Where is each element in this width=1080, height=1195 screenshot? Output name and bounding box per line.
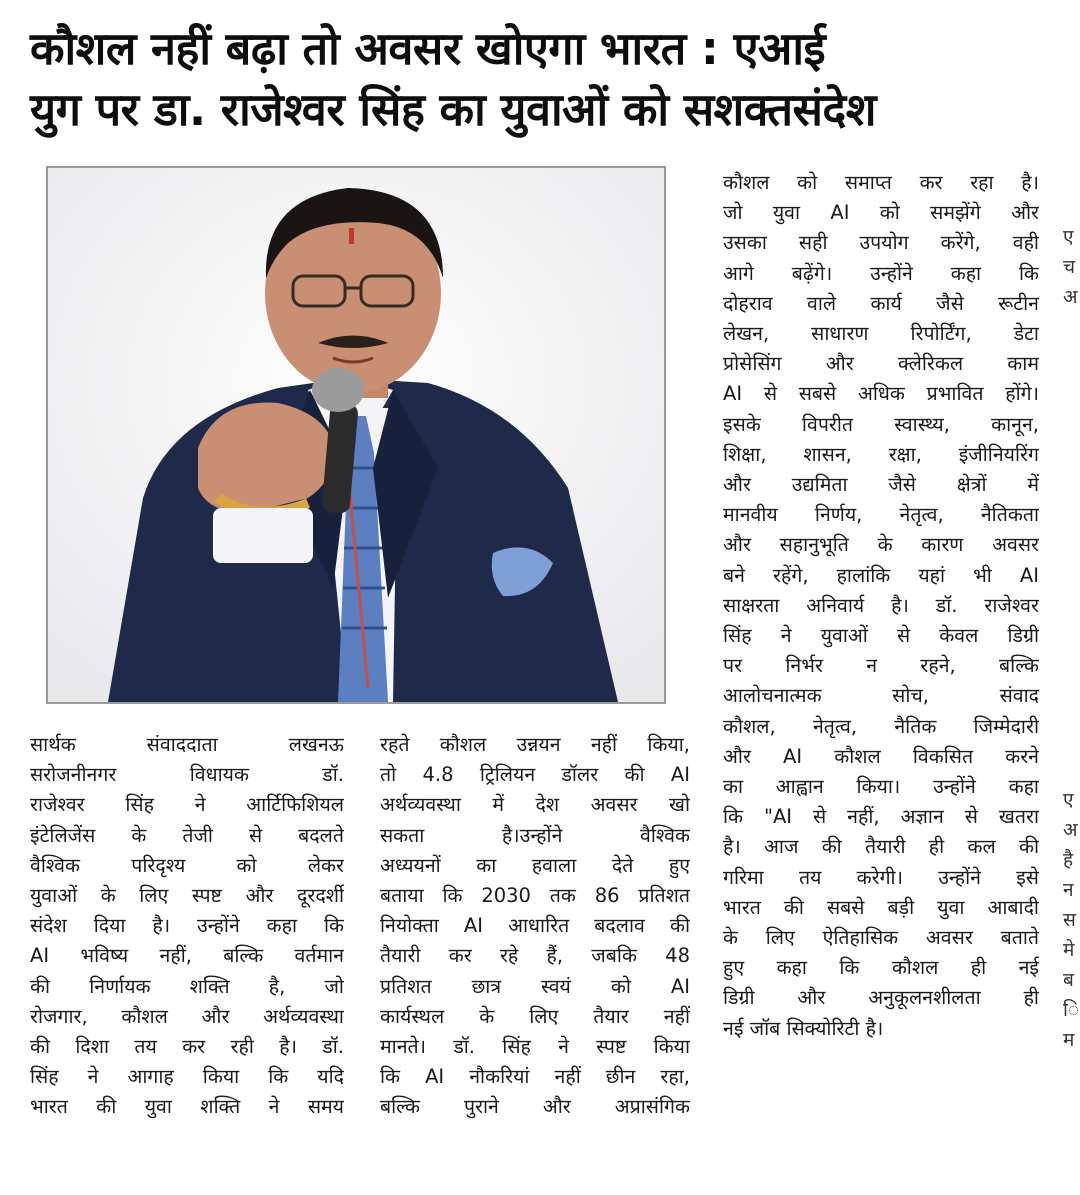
fragment-glyph: ि (1063, 999, 1080, 1021)
article-column-3 (723, 168, 1039, 1044)
text-line: कार्यस्थल के लिए तैयार नहीं (380, 1004, 690, 1028)
text-line: प्रोसेसिंग और क्लेरिकल काम (723, 352, 1039, 376)
fragment-glyph: ब (1063, 969, 1074, 991)
text-line: प्रतिशत छात्र स्वयं को AI (380, 974, 690, 998)
text-line: जो युवा AI को समझेंगे और (723, 201, 1039, 225)
text-line: संदेश दिया है। उन्होंने कहा कि (30, 914, 344, 938)
text-line: और AI कौशल विकसित करने (723, 744, 1039, 768)
adjacent-article-fragment-bottom (1063, 785, 1080, 1055)
microphone-head (312, 368, 364, 412)
text-line: मानवीय निर्णय, नेतृत्व, नैतिकता (723, 503, 1039, 527)
fragment-glyph: ए (1063, 789, 1074, 811)
fragment-glyph: च (1063, 256, 1076, 278)
text-line: इंटेलिजेंस के तेजी से बदलते (30, 823, 344, 847)
text-line: भारत की सबसे बड़ी युवा आबादी (723, 895, 1039, 919)
text-line: और उद्यमिता जैसे क्षेत्रों में (723, 473, 1039, 497)
text-line: की निर्णायक शक्ति है, जो (30, 974, 344, 998)
article-column-1 (30, 730, 344, 1123)
text-line: नियोक्ता AI आधारित बदलाव की (380, 914, 690, 938)
text-line: सिंह ने आगाह किया कि यदि (30, 1065, 344, 1089)
text-line: AI भविष्य नहीं, बल्कि वर्तमान (30, 944, 344, 968)
text-line: साक्षरता अनिवार्य है। डॉ. राजेश्वर (723, 593, 1039, 617)
text-line: तैयारी कर रहे हैं, जबकि 48 (380, 944, 690, 968)
text-line: आलोचनात्मक सोच, संवाद (723, 684, 1039, 708)
text-line: की दिशा तय कर रही है। डॉ. (30, 1035, 344, 1059)
fragment-glyph: है (1063, 849, 1074, 871)
text-line: मानते। डॉ. सिंह ने स्पष्ट किया (380, 1035, 690, 1059)
speaker-illustration (48, 168, 664, 702)
article-column-2 (380, 730, 690, 1123)
headline (30, 18, 1040, 140)
text-line: उसका सही उपयोग करेंगे, वही (723, 231, 1039, 255)
fragment-glyph: न (1063, 879, 1074, 901)
text-line: तो 4.8 ट्रिलियन डॉलर की AI (380, 763, 690, 787)
fragment-glyph: स (1063, 909, 1076, 931)
text-line: कौशल, नेतृत्व, नैतिक जिम्मेदारी (723, 714, 1039, 738)
fragment-glyph: अ (1063, 819, 1078, 841)
fragment-glyph: म (1063, 1029, 1075, 1051)
fragment-glyph: ए (1063, 226, 1074, 248)
speaker-photo (46, 166, 666, 704)
fragment-glyph: मे (1063, 939, 1075, 961)
headline-line-1: कौशल नहीं बढ़ा तो अवसर खोएगा भारत : एआई (30, 22, 826, 75)
text-line: बताया कि 2030 तक 86 प्रतिशत (380, 884, 690, 908)
text-line: सिंह ने युवाओं से केवल डिग्री (723, 624, 1039, 648)
text-line: डिग्री और अनुकूलनशीलता ही (723, 986, 1039, 1010)
text-line: सकता है।उन्होंने वैश्विक (380, 823, 690, 847)
text-line: रोजगार, कौशल और अर्थव्यवस्था (30, 1004, 344, 1028)
text-line: दोहराव वाले कार्य जैसे रूटीन (723, 291, 1039, 315)
text-line: कि "AI से नहीं, अज्ञान से खतरा (723, 805, 1039, 829)
text-line: बने रहेंगे, हालांकि यहां भी AI (723, 563, 1039, 587)
text-line: वैश्विक परिदृश्य को लेकर (30, 853, 344, 877)
text-line: गरिमा तय करेगी। उन्होंने इसे (723, 865, 1039, 889)
text-line: राजेश्वर सिंह ने आर्टिफिशियल (30, 793, 344, 817)
text-line: भारत की युवा शक्ति ने समय (30, 1095, 344, 1119)
text-line: और सहानुभूति के कारण अवसर (723, 533, 1039, 557)
text-line: लेखन, साधारण रिपोर्टिंग, डेटा (723, 322, 1039, 346)
text-line: हुए कहा कि कौशल ही नई (723, 956, 1039, 980)
adjacent-article-fragment-top (1063, 222, 1080, 312)
headline-line-2: युग पर डा. राजेश्वर सिंह का युवाओं को सशक्तसंदेश (30, 83, 876, 136)
text-line: है। आज की तैयारी ही कल की (723, 835, 1039, 859)
text-line: युवाओं के लिए स्पष्ट और दूरदर्शी (30, 884, 344, 908)
text-line: AI से सबसे अधिक प्रभावित होंगे। (723, 382, 1039, 406)
text-line: रहते कौशल उन्नयन नहीं किया, (380, 733, 690, 756)
text-line: इसके विपरीत स्वास्थ्य, कानून, (723, 412, 1039, 436)
text-line: नई जॉब सिक्योरिटी है। (723, 1016, 884, 1040)
text-line: आगे बढ़ेंगे। उन्होंने कहा कि (723, 261, 1039, 285)
text-line: सरोजनीनगर विधायक डॉ. (30, 763, 344, 787)
text-line: शिक्षा, शासन, रक्षा, इंजीनियरिंग (723, 442, 1039, 466)
text-line: अर्थव्यवस्था में देश अवसर खो (380, 793, 690, 817)
text-line: अध्ययनों का हवाला देते हुए (380, 853, 690, 877)
text-line: कौशल को समाप्त कर रहा है। (723, 171, 1039, 194)
text-line: कि AI नौकरियां नहीं छीन रहा, (380, 1065, 690, 1089)
text-line: के लिए ऐतिहासिक अवसर बताते (723, 926, 1039, 950)
fragment-glyph: अ (1063, 286, 1078, 308)
text-line: का आह्वान किया। उन्होंने कहा (723, 775, 1039, 799)
text-line: सार्थक संवाददाता लखनऊ (30, 733, 344, 756)
text-line: पर निर्भर न रहने, बल्कि (723, 654, 1039, 678)
text-line: बल्कि पुराने और अप्रासंगिक (380, 1095, 690, 1119)
